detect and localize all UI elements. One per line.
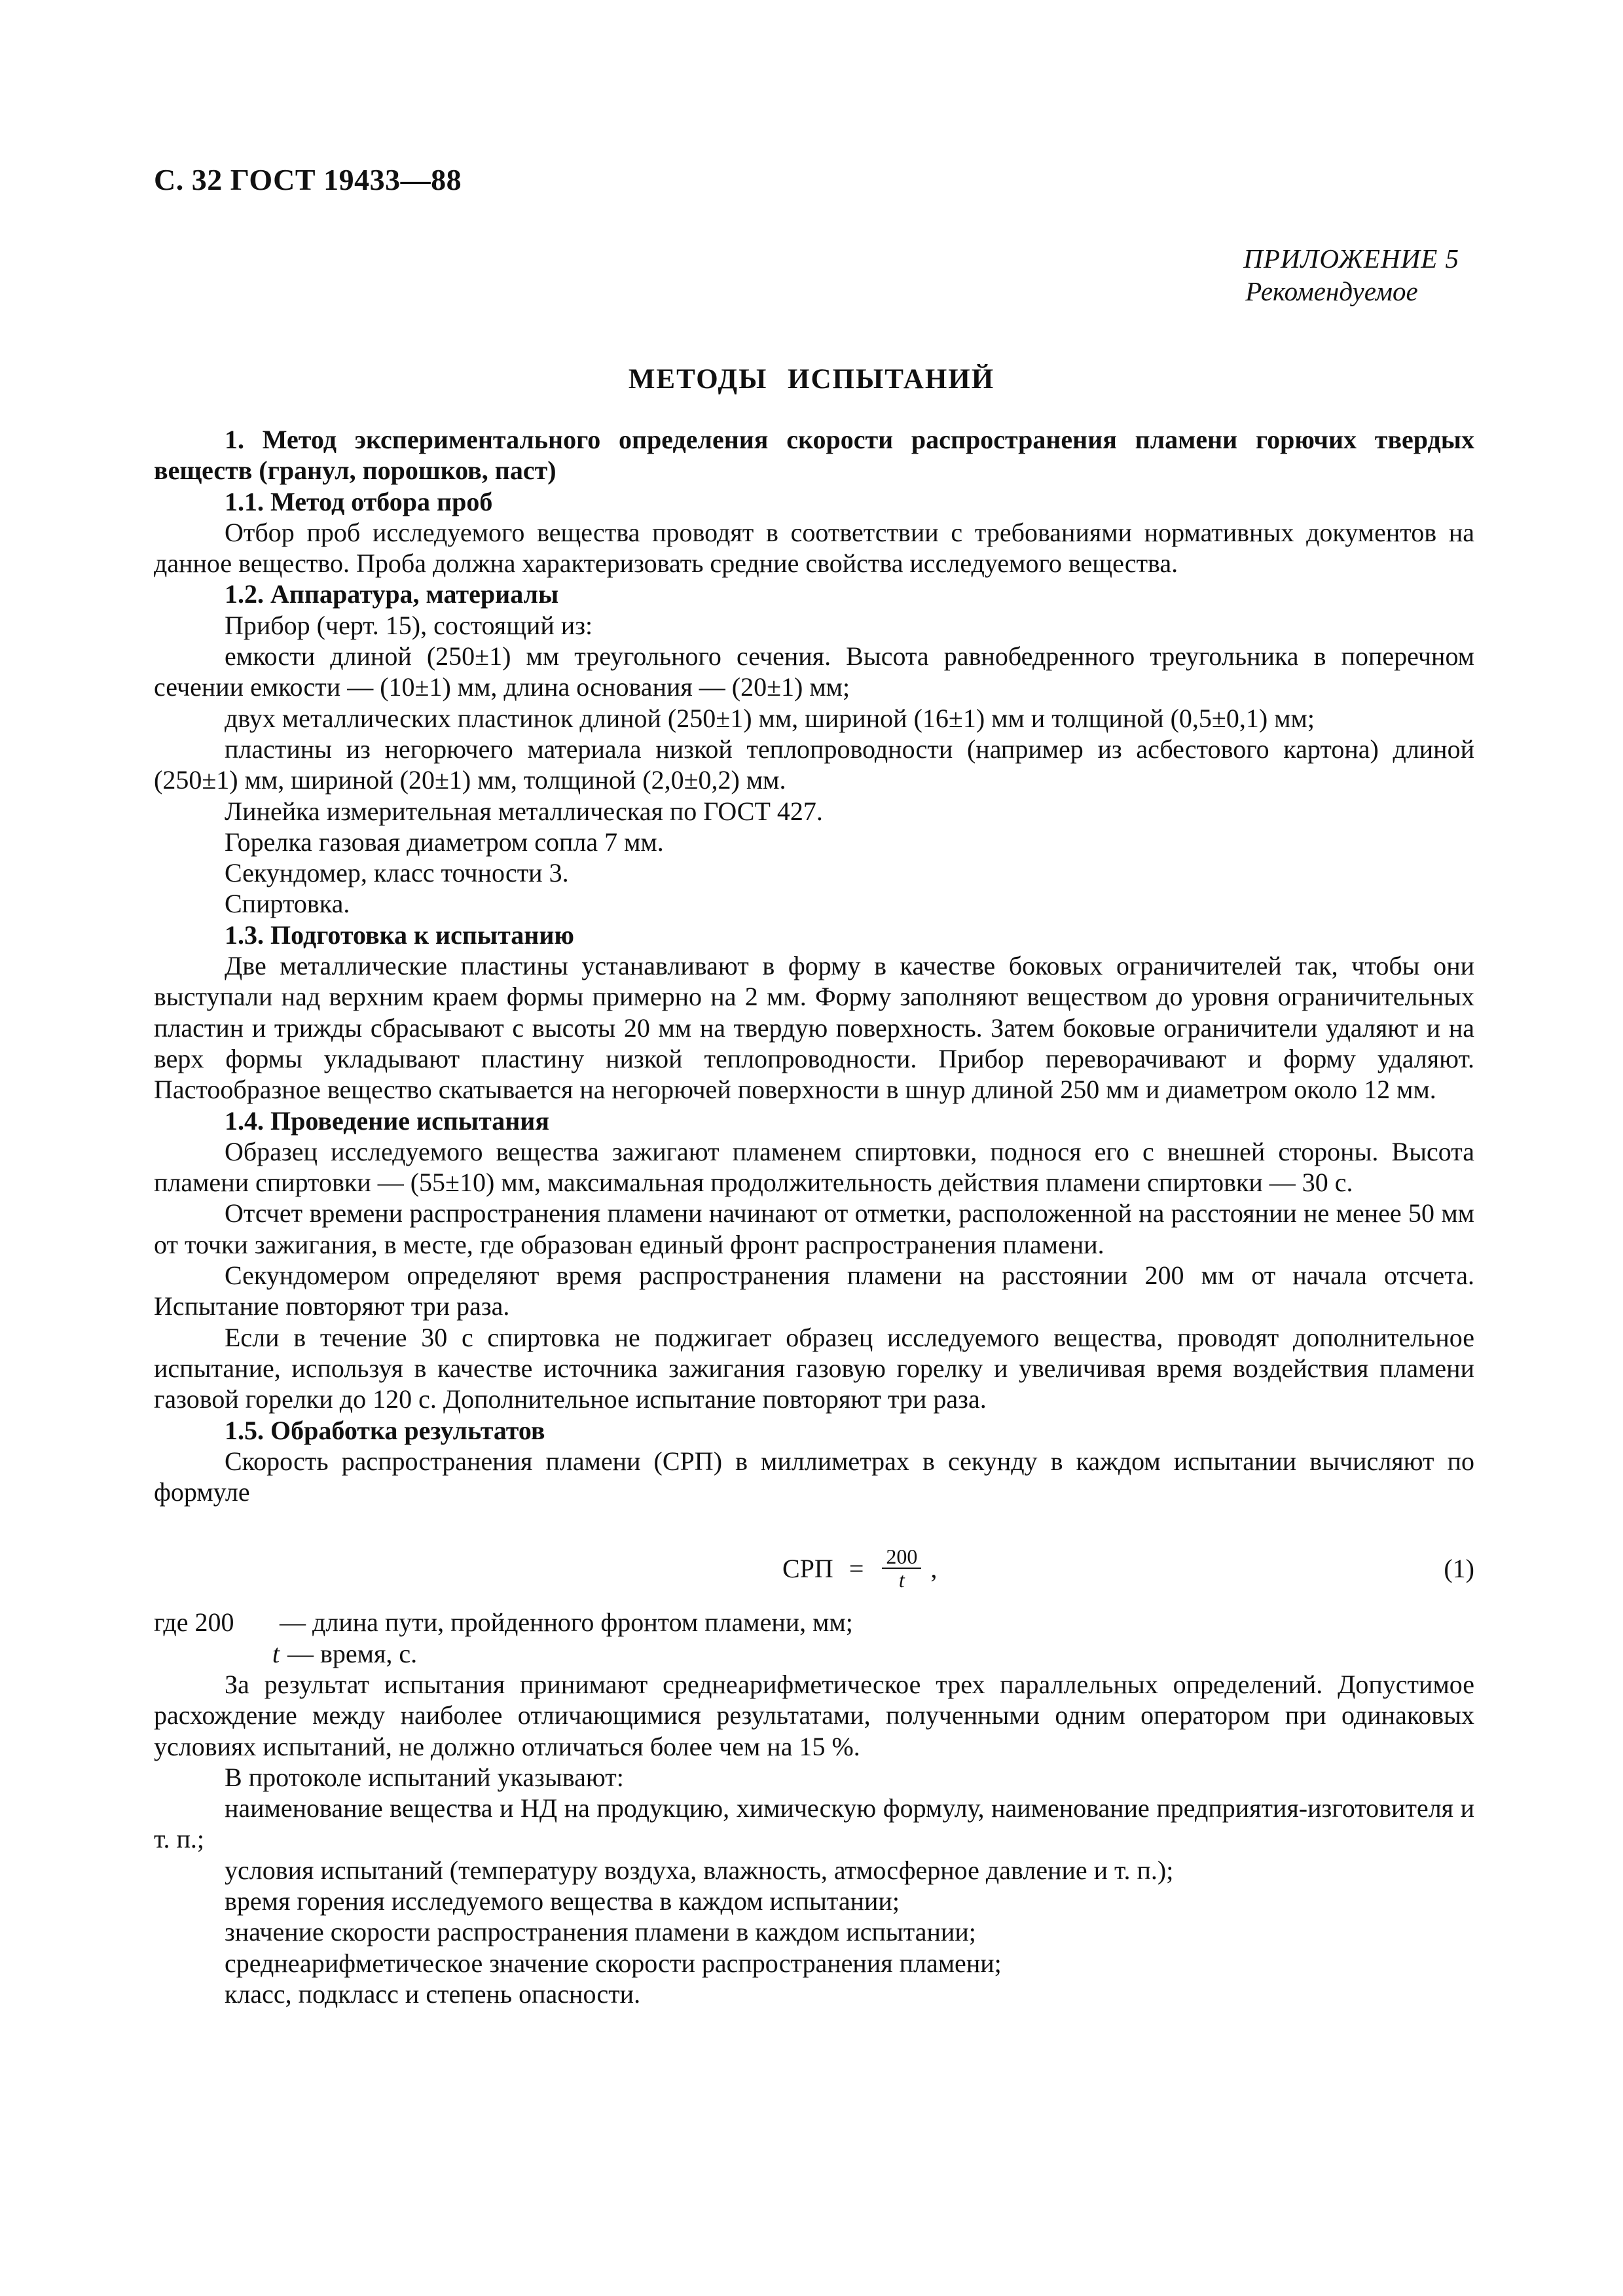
paragraph: Две металлические пластины устанавливают в форму в качестве боковых ограничителей так, чтобы они выступали над верхним краем формы примерно на 2 мм. Форму заполняют веществом до уровня ограничительных пластин и трижды сбрасывают с высоты 20 мм на твердую поверхность. Затем боковые ограничители удаляют и на верх формы укладывают пластину низкой теплопроводности. Прибор переворачивают и форму удаляют. Пастообразное вещество скатывается на негорючей поверхности в шнур длиной 250 мм и диаметром около 12 мм. [154, 951, 1474, 1105]
formula-expression [782, 1545, 937, 1591]
paragraph: двух металлических пластинок длиной (250±1) мм, шириной (16±1) мм и толщиной (0,5±0,1) мм; [225, 703, 1315, 733]
paragraph: Прибор (черт. 15), состоящий из: [225, 610, 593, 640]
paragraph: емкости длиной (250±1) мм треугольного сечения. Высота равнобедренного треугольника в поперечном сечении емкости — (10±1) мм, длина основания — (20±1) мм; [154, 641, 1474, 702]
legend-row [154, 1638, 1474, 1669]
formula-block [154, 1526, 1474, 1603]
paragraph: Секундомер, класс точности 3. [225, 858, 569, 888]
paragraph: класс, подкласс и степень опасности. [225, 1979, 641, 2009]
annex-status: Рекомендуемое [1245, 276, 1418, 306]
legend-symbol: t [272, 1638, 280, 1668]
paragraph: среднеарифметическое значение скорости распространения пламени; [225, 1948, 1002, 1978]
heading-1-5: 1.5. Обработка результатов [225, 1415, 545, 1445]
legend-text: — время, с. [287, 1638, 418, 1668]
paragraph: Секундомером определяют время распространения пламени на расстоянии 200 мм от начала отсчета. Испытание повторяют три раза. [154, 1261, 1474, 1321]
paragraph: время горения исследуемого вещества в каждом испытании; [225, 1886, 900, 1916]
annex-label [1243, 242, 1459, 308]
heading-1: 1. Метод экспериментального определения скорости распространения пламени горючих твердых веществ (гранул, порошков, паст) [154, 425, 1474, 486]
paragraph: Спиртовка. [225, 889, 350, 919]
legend-text: — длина пути, пройденного фронтом пламени, мм; [280, 1607, 853, 1638]
formula-number: (1) [1444, 1554, 1474, 1584]
legend-row [154, 1607, 1474, 1638]
heading-1-3: 1.3. Подготовка к испытанию [225, 920, 574, 950]
paragraph: Отбор проб исследуемого вещества проводят в соответствии с требованиями нормативных документов на данное вещество. Проба должна характеризовать средние свойства исследуемого вещества. [154, 517, 1474, 579]
page-header: С. 32 ГОСТ 19433—88 [154, 163, 462, 196]
heading-1-4: 1.4. Проведение испытания [225, 1105, 549, 1136]
heading-1-1: 1.1. Метод отбора проб [225, 486, 493, 516]
paragraph: Отсчет времени распространения пламени начинают от отметки, расположенной на расстоянии не менее 50 мм от точки зажигания, в месте, где образован единый фронт распространения пламени. [154, 1198, 1474, 1259]
formula-equals: = [848, 1553, 864, 1583]
formula-legend [154, 1607, 1474, 1669]
paragraph: пластины из негорючего материала низкой теплопроводности (например из асбестового картона) длиной (250±1) мм, шириной (20±1) мм, толщиной (2,0±0,2) мм. [154, 734, 1474, 795]
formula-denominator: t [898, 1568, 905, 1592]
paragraph: условия испытаний (температуру воздуха, влажность, атмосферное давление и т. п.); [225, 1855, 1174, 1885]
paragraph: Образец исследуемого вещества зажигают пламенем спиртовки, поднося его с внешней стороны. Высота пламени спиртовки — (55±10) мм, максимальная продолжительность действия пламени спиртовки — 30 с. [154, 1136, 1474, 1198]
annex-number: ПРИЛОЖЕНИЕ 5 [1243, 243, 1459, 274]
formula-numerator: 200 [882, 1545, 921, 1569]
section-title: МЕТОДЫ ИСПЫТАНИЙ [628, 364, 995, 395]
paragraph: Горелка газовая диаметром сопла 7 мм. [225, 827, 664, 857]
paragraph: За результат испытания принимают среднеарифметическое трех параллельных определений. Допустимое расхождение между наиболее отличающимися результатами, полученными одним оператором при одинаковых условиях испытаний, не должно отличаться более чем на 15 %. [154, 1669, 1474, 1761]
paragraph: Скорость распространения пламени (СРП) в миллиметрах в секунду в каждом испытании вычисляют по формуле [154, 1446, 1474, 1507]
legend-symbol: где 200 [154, 1607, 234, 1638]
paragraph: Линейка измерительная металлическая по ГОСТ 427. [225, 796, 823, 826]
paragraph: Если в течение 30 с спиртовка не поджигает образец исследуемого вещества, проводят дополнительное испытание, используя в качестве источника зажигания газовую горелку и увеличивая время воздействия пламени газовой горелки до 120 с. Дополнительное испытание повторяют три раза. [154, 1322, 1474, 1414]
paragraph: наименование вещества и НД на продукцию, химическую формулу, наименование предприятия-изготовителя и т. п.; [154, 1793, 1474, 1854]
formula-fraction [882, 1545, 921, 1591]
formula-comma: , [930, 1553, 938, 1583]
paragraph: В протоколе испытаний указывают: [225, 1762, 624, 1792]
document-body [154, 424, 1474, 2009]
heading-1-2: 1.2. Аппаратура, материалы [225, 579, 559, 609]
formula-lhs: СРП [782, 1553, 833, 1583]
paragraph: значение скорости распространения пламени в каждом испытании; [225, 1917, 976, 1947]
